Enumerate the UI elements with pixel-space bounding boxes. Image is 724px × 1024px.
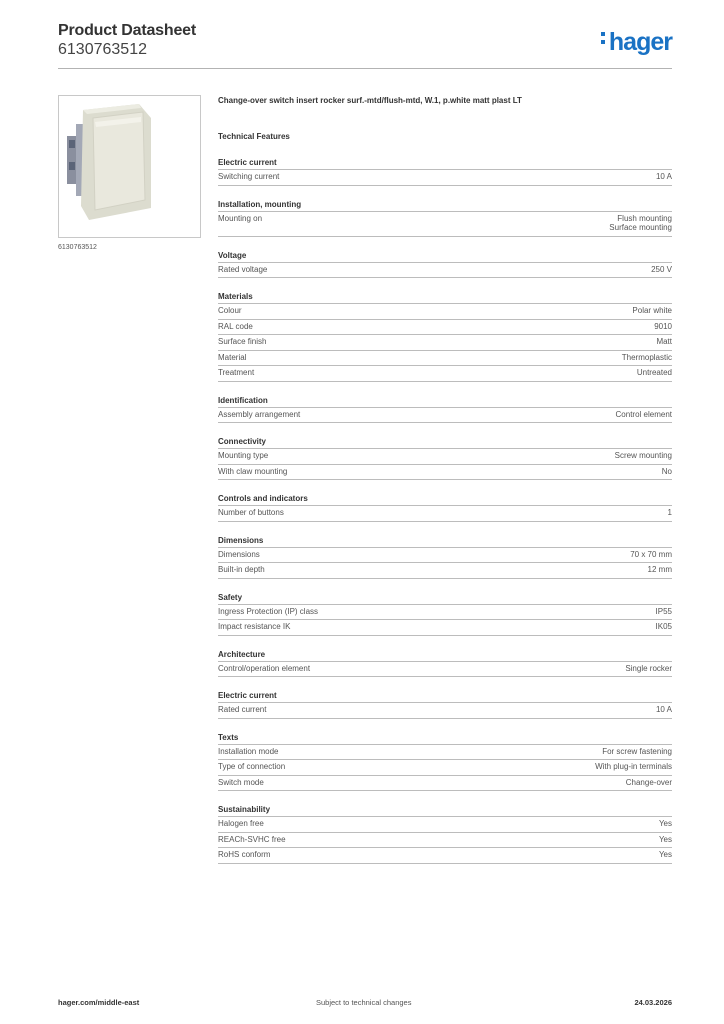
feature-value-line: Matt: [656, 337, 672, 346]
feature-label: RoHS conform: [218, 850, 271, 859]
feature-row: [218, 170, 672, 186]
feature-value-line: No: [661, 466, 672, 476]
feature-row: [218, 605, 672, 621]
feature-section: [218, 437, 672, 480]
product-number: 6130763512: [58, 41, 147, 58]
feature-label: Material: [218, 352, 247, 362]
feature-value-line: 70 x 70 mm: [630, 549, 672, 559]
feature-value: [656, 622, 672, 632]
feature-value: [656, 337, 672, 347]
feature-value: [659, 835, 672, 845]
hager-logo: [601, 28, 672, 57]
feature-row: [218, 335, 672, 351]
section-title: Identification: [218, 396, 672, 408]
feature-value: [632, 306, 672, 316]
feature-row: [218, 351, 672, 367]
feature-section: [218, 251, 672, 279]
feature-label: Dimensions: [218, 549, 260, 559]
feature-row: [218, 449, 672, 465]
feature-value-line: Yes: [658, 834, 672, 844]
feature-value-line: 10 A: [655, 705, 672, 714]
section-title: Controls and indicators: [218, 494, 672, 506]
feature-section: [218, 691, 672, 719]
feature-value: [656, 705, 672, 715]
feature-value-line: 9010: [654, 321, 672, 331]
product-image: [58, 95, 201, 238]
feature-label: Type of connection: [218, 762, 286, 771]
page-header: [58, 22, 672, 70]
feature-value-line: Flush mounting: [617, 213, 672, 223]
feature-label: Built-in depth: [218, 565, 265, 574]
feature-row: [218, 366, 672, 382]
feature-section: [218, 292, 672, 382]
feature-sections: [218, 158, 672, 864]
feature-value-line: 12 mm: [647, 565, 672, 574]
feature-row: [218, 506, 672, 522]
feature-row: [218, 776, 672, 792]
feature-section: [218, 805, 672, 864]
section-title: Materials: [218, 292, 672, 304]
feature-label: Number of buttons: [218, 508, 284, 517]
feature-value-line: Single rocker: [625, 663, 672, 673]
logo-text: hager: [608, 28, 672, 56]
feature-row: [218, 662, 672, 678]
feature-row: [218, 548, 672, 564]
feature-row: [218, 320, 672, 336]
section-title: Connectivity: [218, 437, 672, 449]
feature-section: [218, 494, 672, 522]
feature-section: [218, 733, 672, 792]
feature-value: [668, 508, 672, 518]
feature-label: Switching current: [218, 172, 280, 181]
feature-label: Colour: [218, 306, 242, 315]
footer-date: 24.03.2026: [634, 998, 672, 1007]
feature-section: [218, 158, 672, 186]
feature-value: [648, 565, 672, 575]
feature-row: [218, 703, 672, 719]
feature-value-line: IP55: [655, 606, 672, 616]
feature-value: [626, 778, 672, 788]
feature-row: [218, 212, 672, 237]
feature-row: [218, 817, 672, 833]
feature-value-line: Screw mounting: [614, 451, 672, 460]
page-title: Product Datasheet: [58, 22, 196, 39]
technical-features-heading: Technical Features: [218, 132, 290, 141]
feature-value: [656, 172, 672, 182]
section-title: Electric current: [218, 158, 672, 170]
feature-label: Treatment: [218, 368, 255, 377]
feature-label: Ingress Protection (IP) class: [218, 606, 319, 616]
feature-value: [625, 664, 672, 674]
section-title: Texts: [218, 733, 672, 745]
switch-product-illustration: [59, 96, 200, 237]
feature-value: [595, 762, 672, 772]
feature-value-line: For screw fastening: [602, 746, 672, 756]
feature-value: [654, 322, 672, 332]
feature-value-line: Change-over: [625, 777, 672, 787]
feature-row: [218, 848, 672, 864]
product-description: Change-over switch insert rocker surf.-mtd/flush-mtd, W.1, p.white matt plast LT: [218, 96, 522, 105]
feature-row: [218, 408, 672, 424]
feature-row: [218, 833, 672, 849]
feature-section: [218, 593, 672, 636]
feature-value: [622, 353, 672, 363]
section-title: Installation, mounting: [218, 200, 672, 212]
feature-value: [659, 850, 672, 860]
feature-row: [218, 563, 672, 579]
feature-label: Control/operation element: [218, 663, 311, 673]
feature-label: Installation mode: [218, 746, 279, 756]
feature-label: Mounting on: [218, 213, 263, 223]
feature-value-line: 10 A: [655, 172, 672, 181]
feature-section: [218, 200, 672, 237]
feature-value: [615, 451, 672, 461]
feature-value-line: Yes: [658, 850, 672, 859]
feature-section: [218, 536, 672, 579]
section-title: Voltage: [218, 251, 672, 263]
feature-label: Halogen free: [218, 819, 264, 828]
feature-value: [602, 747, 672, 757]
feature-row: [218, 620, 672, 636]
feature-label: Surface finish: [218, 337, 267, 346]
datasheet-content: [218, 96, 672, 864]
feature-label: Mounting type: [218, 451, 269, 460]
feature-label: Impact resistance IK: [218, 622, 291, 631]
feature-label: Rated current: [218, 705, 267, 714]
section-title: Dimensions: [218, 536, 672, 548]
feature-row: [218, 760, 672, 776]
feature-row: [218, 304, 672, 320]
feature-row: [218, 465, 672, 481]
footer-website: hager.com/middle-east: [58, 998, 140, 1007]
section-title: Safety: [218, 593, 672, 605]
feature-row: [218, 745, 672, 761]
feature-value: [662, 467, 672, 477]
feature-label: Rated voltage: [218, 264, 268, 274]
feature-row: [218, 263, 672, 279]
section-title: Sustainability: [218, 805, 672, 817]
feature-value-line: Polar white: [632, 306, 672, 315]
feature-value-line: Control element: [615, 409, 672, 419]
section-title: Architecture: [218, 650, 672, 662]
feature-value-line: 1: [667, 508, 672, 517]
feature-value-line: Surface mounting: [609, 223, 672, 232]
feature-section: [218, 650, 672, 678]
header-divider: [58, 68, 672, 69]
feature-value: [656, 607, 672, 617]
feature-value-line: Yes: [658, 819, 672, 828]
footer-note: Subject to technical changes: [316, 998, 412, 1007]
feature-value-line: 250 V: [651, 264, 672, 274]
feature-value-line: Untreated: [636, 368, 672, 377]
feature-value: [659, 819, 672, 829]
feature-value-line: Thermoplastic: [621, 352, 672, 362]
image-caption: 6130763512: [58, 244, 97, 251]
feature-value: [609, 214, 672, 233]
feature-value: [616, 410, 672, 420]
feature-value: [637, 368, 672, 378]
feature-label: RAL code: [218, 321, 253, 331]
feature-value-line: IK05: [655, 622, 672, 631]
feature-section: [218, 396, 672, 424]
feature-label: With claw mounting: [218, 466, 288, 476]
section-title: Electric current: [218, 691, 672, 703]
feature-value-line: With plug-in terminals: [595, 762, 672, 771]
feature-label: Assembly arrangement: [218, 409, 301, 419]
logo-colon-icon: [601, 28, 608, 48]
feature-value: [630, 550, 672, 560]
feature-label: Switch mode: [218, 777, 264, 787]
feature-label: REACh-SVHC free: [218, 834, 286, 844]
feature-value: [651, 265, 672, 275]
